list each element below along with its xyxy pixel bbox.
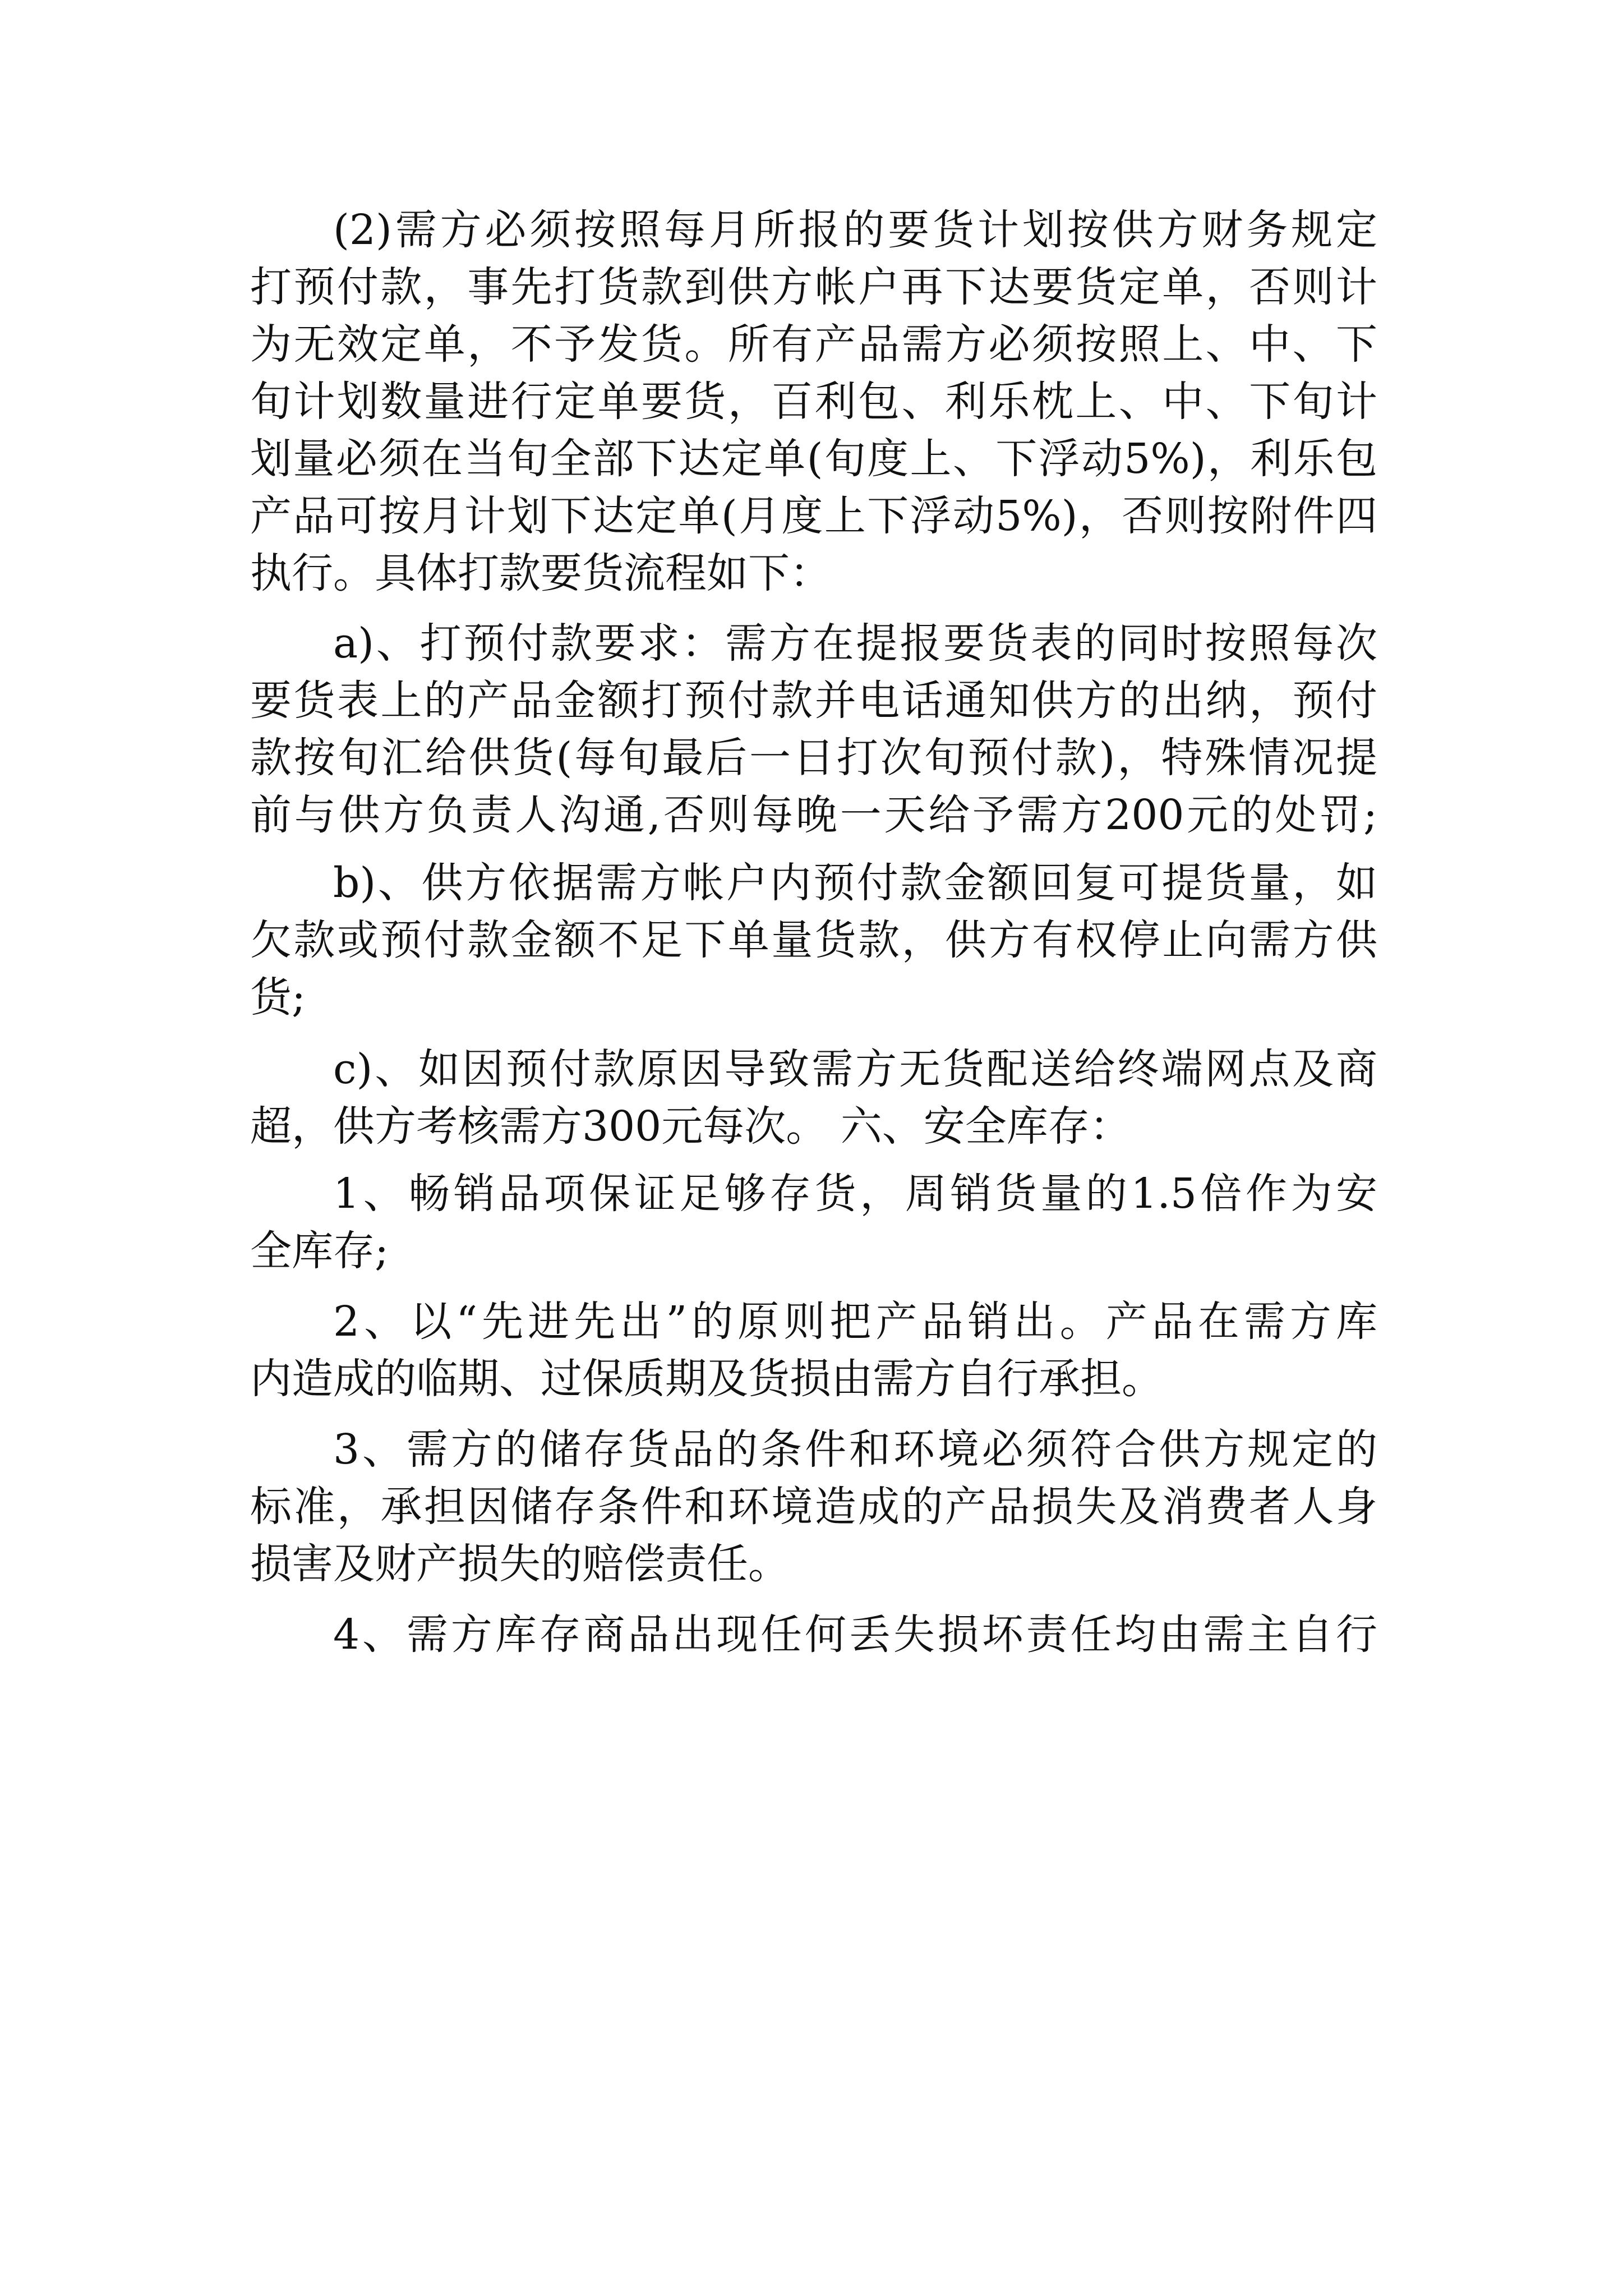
- text-line: 标准，承担因储存条件和环境造成的产品损失及消费者人身: [250, 1483, 1377, 1531]
- document-page: [250, 0, 1377, 2296]
- text-line: 执行。具体打款要货流程如下：: [250, 549, 831, 597]
- text-line: 打预付款，事先打货款到供方帐户再下达要货定单，否则计: [250, 263, 1377, 311]
- text-line: b)、供方依据需方帐户内预付款金额回复可提货量，如: [333, 859, 1377, 907]
- text-line: 款按旬汇给供货(每旬最后一日打次旬预付款)，特殊情况提: [250, 734, 1377, 782]
- text-line: (2)需方必须按照每月所报的要货计划按供方财务规定: [333, 206, 1377, 254]
- text-line: 货;: [250, 973, 306, 1022]
- text-line: 2、以“先进先出”的原则把产品销出。产品在需方库: [333, 1297, 1377, 1346]
- text-line: c)、如因预付款原因导致需方无货配送给终端网点及商: [333, 1045, 1377, 1093]
- text-line: 欠款或预付款金额不足下单量货款，供方有权停止向需方供: [250, 916, 1377, 964]
- text-line: 1、畅销品项保证足够存货，周销货量的1.5倍作为安: [333, 1170, 1377, 1218]
- text-line: 前与供方负责人沟通,否则每晚一天给予需方200元的处罚;: [250, 791, 1377, 839]
- text-line: 3、需方的储存货品的条件和环境必须符合供方规定的: [333, 1425, 1377, 1474]
- text-line: 损害及财产损失的赔偿责任。: [250, 1540, 790, 1588]
- text-line: 4、需方库存商品出现任何丢失损坏责任均由需主自行: [333, 1611, 1377, 1659]
- text-line: 旬计划数量进行定单要货，百利包、利乐枕上、中、下旬计: [250, 378, 1377, 426]
- text-line: 要货表上的产品金额打预付款并电话通知供方的出纳，预付: [250, 677, 1377, 725]
- text-line: 内造成的临期、过保质期及货损由需方自行承担。: [250, 1355, 1163, 1403]
- text-line: 为无效定单，不予发货。所有产品需方必须按照上、中、下: [250, 320, 1377, 369]
- text-line: 全库存;: [250, 1227, 389, 1275]
- text-line: 划量必须在当旬全部下达定单(旬度上、下浮动5%)，利乐包: [250, 435, 1377, 483]
- text-line: 产品可按月计划下达定单(月度上下浮动5%)，否则按附件四: [250, 492, 1377, 540]
- text-line: a)、打预付款要求：需方在提报要货表的同时按照每次: [333, 619, 1377, 668]
- text-line: 超，供方考核需方300元每次。 六、安全库存：: [250, 1102, 1131, 1151]
